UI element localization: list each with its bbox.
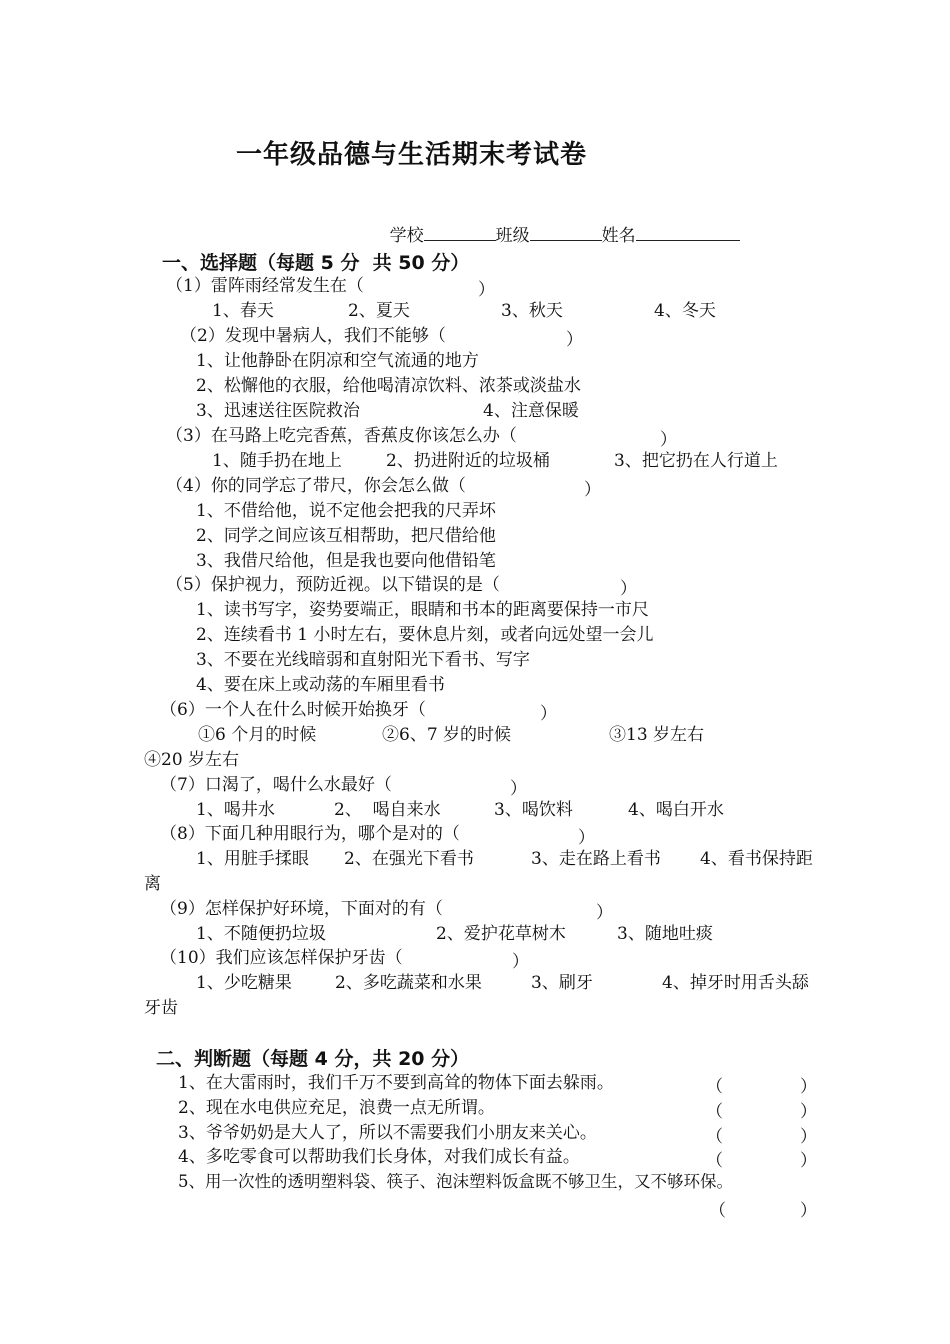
q7-option-4: 4、喝白开水 (628, 800, 724, 820)
q4-option-1: 1、不借给他，说不定他会把我的尺弄坏 (196, 501, 496, 521)
judge-5-close[interactable]: ） (800, 1201, 817, 1221)
class-label: 班级 (495, 226, 530, 246)
q5-option-3: 3、不要在光线暗弱和直射阳光下看书、写字 (196, 650, 530, 670)
judge-item-3: 3、爷爷奶奶是大人了，所以不需要我们小朋友来关心。 (178, 1123, 597, 1143)
q5-option-2: 2、连续看书 1 小时左右，要休息片刻，或者向远处望一会儿 (196, 625, 654, 645)
judge-4-open[interactable]: （ (706, 1151, 723, 1171)
judge-2-open[interactable]: （ (706, 1102, 723, 1122)
q7-option-2: 2、 喝自来水 (334, 800, 441, 820)
q10-option-3: 3、刷牙 (531, 973, 593, 993)
q1-option-2: 2、夏天 (348, 301, 410, 321)
q6-option-3: ③13 岁左右 (609, 725, 705, 745)
q3-stem: （3）在马路上吃完香蕉，香蕉皮你该怎么办（ (166, 426, 517, 446)
section-2-heading: 二、判断题（每题 4 分，共 20 分） (156, 1048, 470, 1070)
q4-option-2: 2、同学之间应该互相帮助，把尺借给他 (196, 526, 496, 546)
q8-answer-close[interactable]: ） (578, 828, 595, 848)
q8-option-4: 4、看书保持距 (700, 849, 813, 869)
q7-option-3: 3、喝饮料 (494, 800, 573, 820)
judge-2-close[interactable]: ） (800, 1102, 817, 1122)
q10-option-4: 4、掉牙时用舌头舔 (662, 973, 809, 993)
q2-option-1: 1、让他静卧在阴凉和空气流通的地方 (196, 351, 479, 371)
school-label: 学校 (389, 226, 424, 246)
q8-stem: （8）下面几种用眼行为，哪个是对的（ (160, 824, 460, 844)
class-blank[interactable] (530, 224, 602, 241)
judge-3-open[interactable]: （ (706, 1127, 723, 1147)
q10-stem: （10）我们应该怎样保护牙齿（ (160, 948, 403, 968)
judge-item-4: 4、多吃零食可以帮助我们长身体，对我们成长有益。 (178, 1147, 580, 1167)
name-blank[interactable] (636, 224, 740, 241)
name-label: 姓名 (601, 226, 636, 246)
q6-stem: （6）一个人在什么时候开始换牙（ (160, 700, 426, 720)
judge-5-open[interactable]: （ (709, 1201, 726, 1221)
judge-4-close[interactable]: ） (800, 1151, 817, 1171)
q9-answer-close[interactable]: ） (596, 903, 613, 923)
q2-option-2: 2、松懈他的衣服，给他喝清凉饮料、浓茶或淡盐水 (196, 376, 581, 396)
q6-option-1: ①6 个月的时候 (198, 725, 317, 745)
q8-option-2: 2、在强光下看书 (344, 849, 474, 869)
q9-stem: （9）怎样保护好环境，下面对的有（ (160, 899, 443, 919)
q10-option-2: 2、多吃蔬菜和水果 (335, 973, 482, 993)
q7-option-1: 1、喝井水 (196, 800, 275, 820)
judge-item-2: 2、现在水电供应充足，浪费一点无所谓。 (178, 1098, 495, 1118)
q4-stem: （4）你的同学忘了带尺，你会怎么做（ (166, 476, 466, 496)
q3-option-1: 1、随手扔在地上 (212, 451, 342, 471)
q10-option-4-wrap: 牙齿 (144, 998, 178, 1018)
q9-option-1: 1、不随便扔垃圾 (196, 924, 326, 944)
q3-option-3: 3、把它扔在人行道上 (614, 451, 778, 471)
judge-item-1: 1、在大雷雨时，我们千万不要到高耸的物体下面去躲雨。 (178, 1073, 614, 1093)
q8-option-4-wrap: 离 (144, 874, 161, 894)
q5-answer-close[interactable]: ） (620, 579, 637, 599)
q2-option-3: 3、迅速送往医院救治 (196, 401, 360, 421)
q9-option-2: 2、爱护花草树木 (436, 924, 566, 944)
q7-answer-close[interactable]: ） (510, 779, 527, 799)
q5-option-4: 4、要在床上或动荡的车厢里看书 (196, 675, 445, 695)
q3-option-2: 2、扔进附近的垃圾桶 (386, 451, 550, 471)
q4-answer-close[interactable]: ） (584, 480, 601, 500)
page-title: 一年级品德与生活期末考试卷 (236, 140, 588, 170)
q5-option-1: 1、读书写字，姿势要端正，眼睛和书本的距离要保持一市尺 (196, 600, 649, 620)
q7-stem: （7）口渴了，喝什么水最好（ (160, 775, 392, 795)
section-1-heading: 一、选择题（每题 5 分 共 50 分） (162, 252, 470, 274)
q1-answer-close[interactable]: ） (478, 280, 495, 300)
q1-option-3: 3、秋天 (501, 301, 563, 321)
q4-option-3: 3、我借尺给他，但是我也要向他借铅笔 (196, 551, 496, 571)
judge-3-close[interactable]: ） (800, 1127, 817, 1147)
q1-stem: （1）雷阵雨经常发生在（ (166, 276, 364, 296)
school-blank[interactable] (424, 224, 496, 241)
judge-item-5: 5、用一次性的透明塑料袋、筷子、泡沫塑料饭盒既不够卫生，又不够环保。 (178, 1172, 733, 1191)
q2-option-4: 4、注意保暖 (483, 401, 579, 421)
q10-answer-close[interactable]: ） (512, 952, 529, 972)
judge-1-open[interactable]: （ (706, 1077, 723, 1097)
q1-option-1: 1、春天 (212, 301, 274, 321)
q10-option-1: 1、少吃糖果 (196, 973, 292, 993)
q8-option-3: 3、走在路上看书 (531, 849, 661, 869)
q5-stem: （5）保护视力，预防近视。以下错误的是（ (166, 575, 500, 595)
q2-answer-close[interactable]: ） (566, 330, 583, 350)
q8-option-1: 1、用脏手揉眼 (196, 849, 309, 869)
q9-option-3: 3、随地吐痰 (617, 924, 713, 944)
judge-1-close[interactable]: ） (800, 1077, 817, 1097)
q6-option-4: ④20 岁左右 (144, 750, 240, 770)
q3-answer-close[interactable]: ） (660, 430, 677, 450)
q2-stem: （2）发现中暑病人，我们不能够（ (180, 326, 446, 346)
q1-option-4: 4、冬天 (654, 301, 716, 321)
q6-answer-close[interactable]: ） (540, 704, 557, 724)
q6-option-2: ②6、7 岁的时候 (382, 725, 512, 745)
